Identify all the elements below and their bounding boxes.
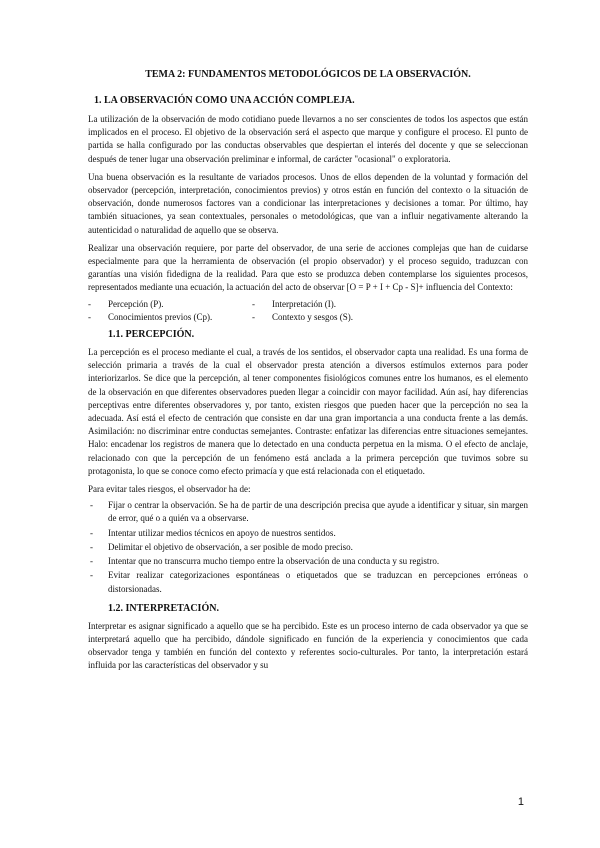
page-number: 1 <box>517 796 524 808</box>
section-heading-observacion-compleja: 1. LA OBSERVACIÓN COMO UNA ACCIÓN COMPLEJA. <box>94 95 355 106</box>
paragraph: La utilización de la observación de modo cotidiano puede llevarnos a no ser conscientes de todos los aspectos que están implicados en el proceso. El objetivo de la observación será el aspecto que marque y configure el proceso. El punto de partida se halla configurado por las conductas observables que despiertan el interés del docente y que se seleccionan después de tener lugar una observación preliminar e informal, de carácter "ocasional" o exploratoria. <box>88 114 528 164</box>
paragraph: Una buena observación es la resultante de variados procesos. Unos de ellos dependen de la voluntad y formación del observador (percepción, interpretación, conocimientos previos) y otros están en función del contexto o la situación de observación, donde numerosos factores van a condicionar las interpretaciones y decisiones a tomar. Por último, hay también situaciones, ya sean contextuales, personales o metodológicas, que van a influir negativamente alterando la autenticidad o naturalidad de aquello que se observa. <box>88 171 528 235</box>
paragraph: La percepción es el proceso mediante el cual, a través de los sentidos, el observador capta una realidad. Es una forma de selección primaria a través de la cual el observador presta atención a diversos estímulos externos para poder interiorizarlos. Se dice que la percepción, al tener componentes fisiológicos comunes entre los humanos, es el elemento de la observación en que diferentes observadores pueden llegar a coincidir con mayor facilidad. Aún así, hay diferencias perceptivas entre diferentes observadores y, por tanto, existen riesgos que pueden hacer que la percepción no sea la adecuada. Así está el efecto de centración que consiste en dar una gran importancia a una conducta frente a las demás. Asimilación: no discriminar entre conductas semejantes. Contraste: enfatizar las diferencias entre situaciones semejantes. Halo: encadenar los registros de manera que lo detectado en una conducta perpetua en la misma. O el efecto de anclaje, relacionado con que la percepción de un fenómeno está anclada a la primera percepción que tuvimos sobre su protagonista, lo que se conoce como efecto primacía y que está relacionada con el etiquetado. <box>88 347 528 476</box>
process-list-right <box>252 298 416 324</box>
list-intro: Para evitar tales riesgos, el observador ha de: <box>88 484 251 495</box>
process-list-left <box>88 298 252 324</box>
process-list <box>88 298 528 324</box>
subsection-heading-interpretacion: 1.2. INTERPRETACIÓN. <box>108 602 219 614</box>
subsection-heading-percepcion: 1.1. PERCEPCIÓN. <box>108 329 195 341</box>
list-item: - Contexto y sesgos (S). <box>252 311 416 324</box>
list-item: - Intentar que no transcurra mucho tiempo entre la observación de una conducta y su registro. <box>88 555 528 568</box>
document-title: TEMA 2: FUNDAMENTOS METODOLÓGICOS DE LA OBSERVACIÓN. <box>145 69 471 80</box>
recommendations-list <box>88 499 528 595</box>
page-content <box>88 68 528 678</box>
list-item: - Delimitar el objetivo de observación, a ser posible de modo preciso. <box>88 541 528 554</box>
paragraph: Realizar una observación requiere, por parte del observador, de una serie de acciones complejas que han de cuidarse especialmente para que la herramienta de observación (el propio observador) y el proceso seguido, traduzcan con garantías una visión fidedigna de la realidad. Para que esto se produzca deben contemplarse los siguientes procesos, representados mediante una ecuación, la actuación del acto de observar [O = P + I + Cp - S]+ influencia del Contexto: <box>88 242 528 293</box>
list-item: - Conocimientos previos (Cp). <box>88 311 252 324</box>
list-item: - Fijar o centrar la observación. Se ha de partir de una descripción precisa que ayude a identificar y situar, sin margen de error, qué o a quién va a observarse. <box>88 499 528 525</box>
paragraph: Interpretar es asignar significado a aquello que se ha percibido. Este es un proceso interno de cada observador ya que se interpretará aquello que ha percibido, dándole significado en función de la experiencia y conocimientos que cada observador tenga y también en función del contexto y referentes socio-culturales. Por tanto, la interpretación estará influida por las características del observador y su <box>88 620 528 671</box>
list-item: - Interpretación (I). <box>252 298 416 311</box>
list-item: - Intentar utilizar medios técnicos en apoyo de nuestros sentidos. <box>88 527 528 540</box>
list-item: - Percepción (P). <box>88 298 252 311</box>
list-item: - Evitar realizar categorizaciones espontáneas o etiquetados que se traduzcan en percepciones erróneas o distorsionadas. <box>88 569 528 595</box>
